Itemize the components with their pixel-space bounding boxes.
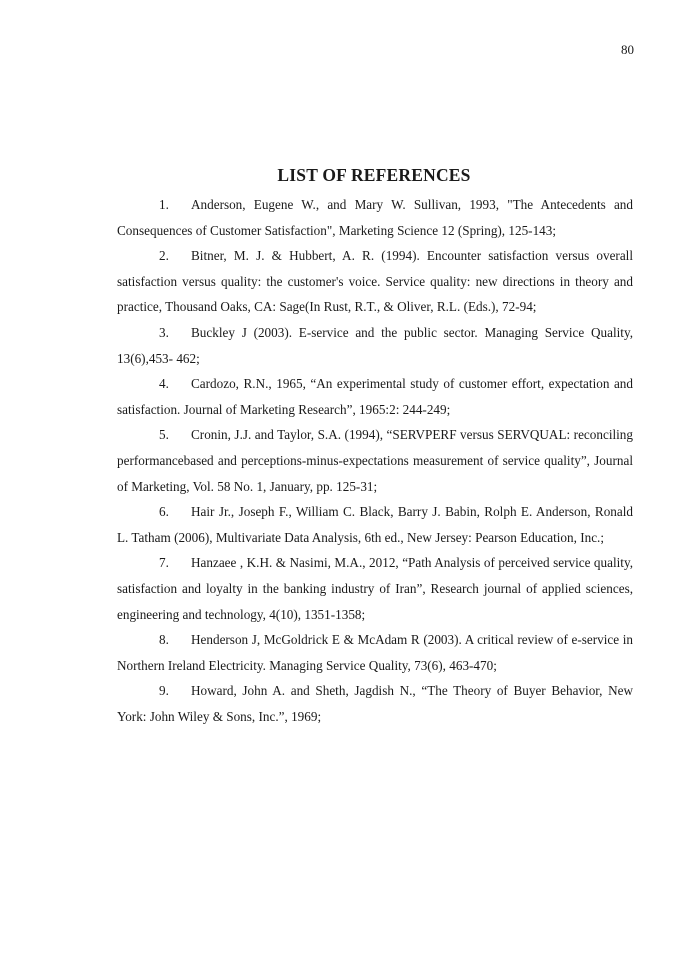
reference-text: Howard, John A. and Sheth, Jagdish N., “The Theory of Buyer Behavior, New York: John Wiley & Sons, Inc.”, 1969; xyxy=(117,683,633,724)
reference-number: 3. xyxy=(159,324,169,340)
reference-text: Hanzaee , K.H. & Nasimi, M.A., 2012, “Path Analysis of perceived service quality, satisfaction and loyalty in the banking industry of Iran”, Research journal of applied sciences, engineering and technology, 4(10), 1351-1358; xyxy=(117,555,633,622)
page-number: 80 xyxy=(621,42,634,57)
reference-list xyxy=(117,192,633,729)
reference-item xyxy=(117,422,633,499)
reference-item xyxy=(117,320,633,371)
reference-number: 9. xyxy=(159,683,169,699)
reference-item xyxy=(117,678,633,729)
reference-number: 6. xyxy=(159,504,169,520)
reference-number: 8. xyxy=(159,632,169,648)
reference-number: 4. xyxy=(159,376,169,392)
reference-text: Henderson J, McGoldrick E & McAdam R (2003). A critical review of e-service in Northern Ireland Electricity. Managing Service Quality, 73(6), 463-470; xyxy=(117,632,633,673)
reference-item xyxy=(117,243,633,320)
reference-item xyxy=(117,627,633,678)
reference-item xyxy=(117,550,633,627)
reference-text: Cardozo, R.N., 1965, “An experimental study of customer effort, expectation and satisfaction. Journal of Marketing Research”, 1965:2: 244-249; xyxy=(117,376,633,417)
reference-text: Anderson, Eugene W., and Mary W. Sullivan, 1993, "The Antecedents and Consequences of Customer Satisfaction", Marketing Science 12 (Spring), 125-143; xyxy=(117,197,633,238)
reference-number: 1. xyxy=(159,197,169,212)
reference-item xyxy=(117,192,633,243)
reference-item xyxy=(117,499,633,550)
reference-item xyxy=(117,371,633,422)
reference-text: Buckley J (2003). E-service and the public sector. Managing Service Quality, 13(6),453- 462; xyxy=(117,324,633,366)
reference-number: 7. xyxy=(159,555,169,571)
reference-text: Cronin, J.J. and Taylor, S.A. (1994), “SERVPERF versus SERVQUAL: reconciling performancebased and perceptions-minus-expectations measurement of service quality”, Journal of Marketing, Vol. 58 No. 1, January, pp. 125-31; xyxy=(117,427,633,494)
reference-text: Bitner, M. J. & Hubbert, A. R. (1994). Encounter satisfaction versus overall satisfaction versus quality: the customer's voice. Service quality: new directions in theory and practice, Thousand Oaks, CA: Sage(In Rust, R.T., & Oliver, R.L. (Eds.), 72-94; xyxy=(117,248,633,315)
page-title: LIST OF REFERENCES xyxy=(277,165,471,185)
reference-number: 5. xyxy=(159,427,169,443)
reference-text: Hair Jr., Joseph F., William C. Black, Barry J. Babin, Rolph E. Anderson, Ronald L. Tatham (2006), Multivariate Data Analysis, 6th ed., New Jersey: Pearson Education, Inc.; xyxy=(117,504,633,545)
reference-number: 2. xyxy=(159,248,169,264)
